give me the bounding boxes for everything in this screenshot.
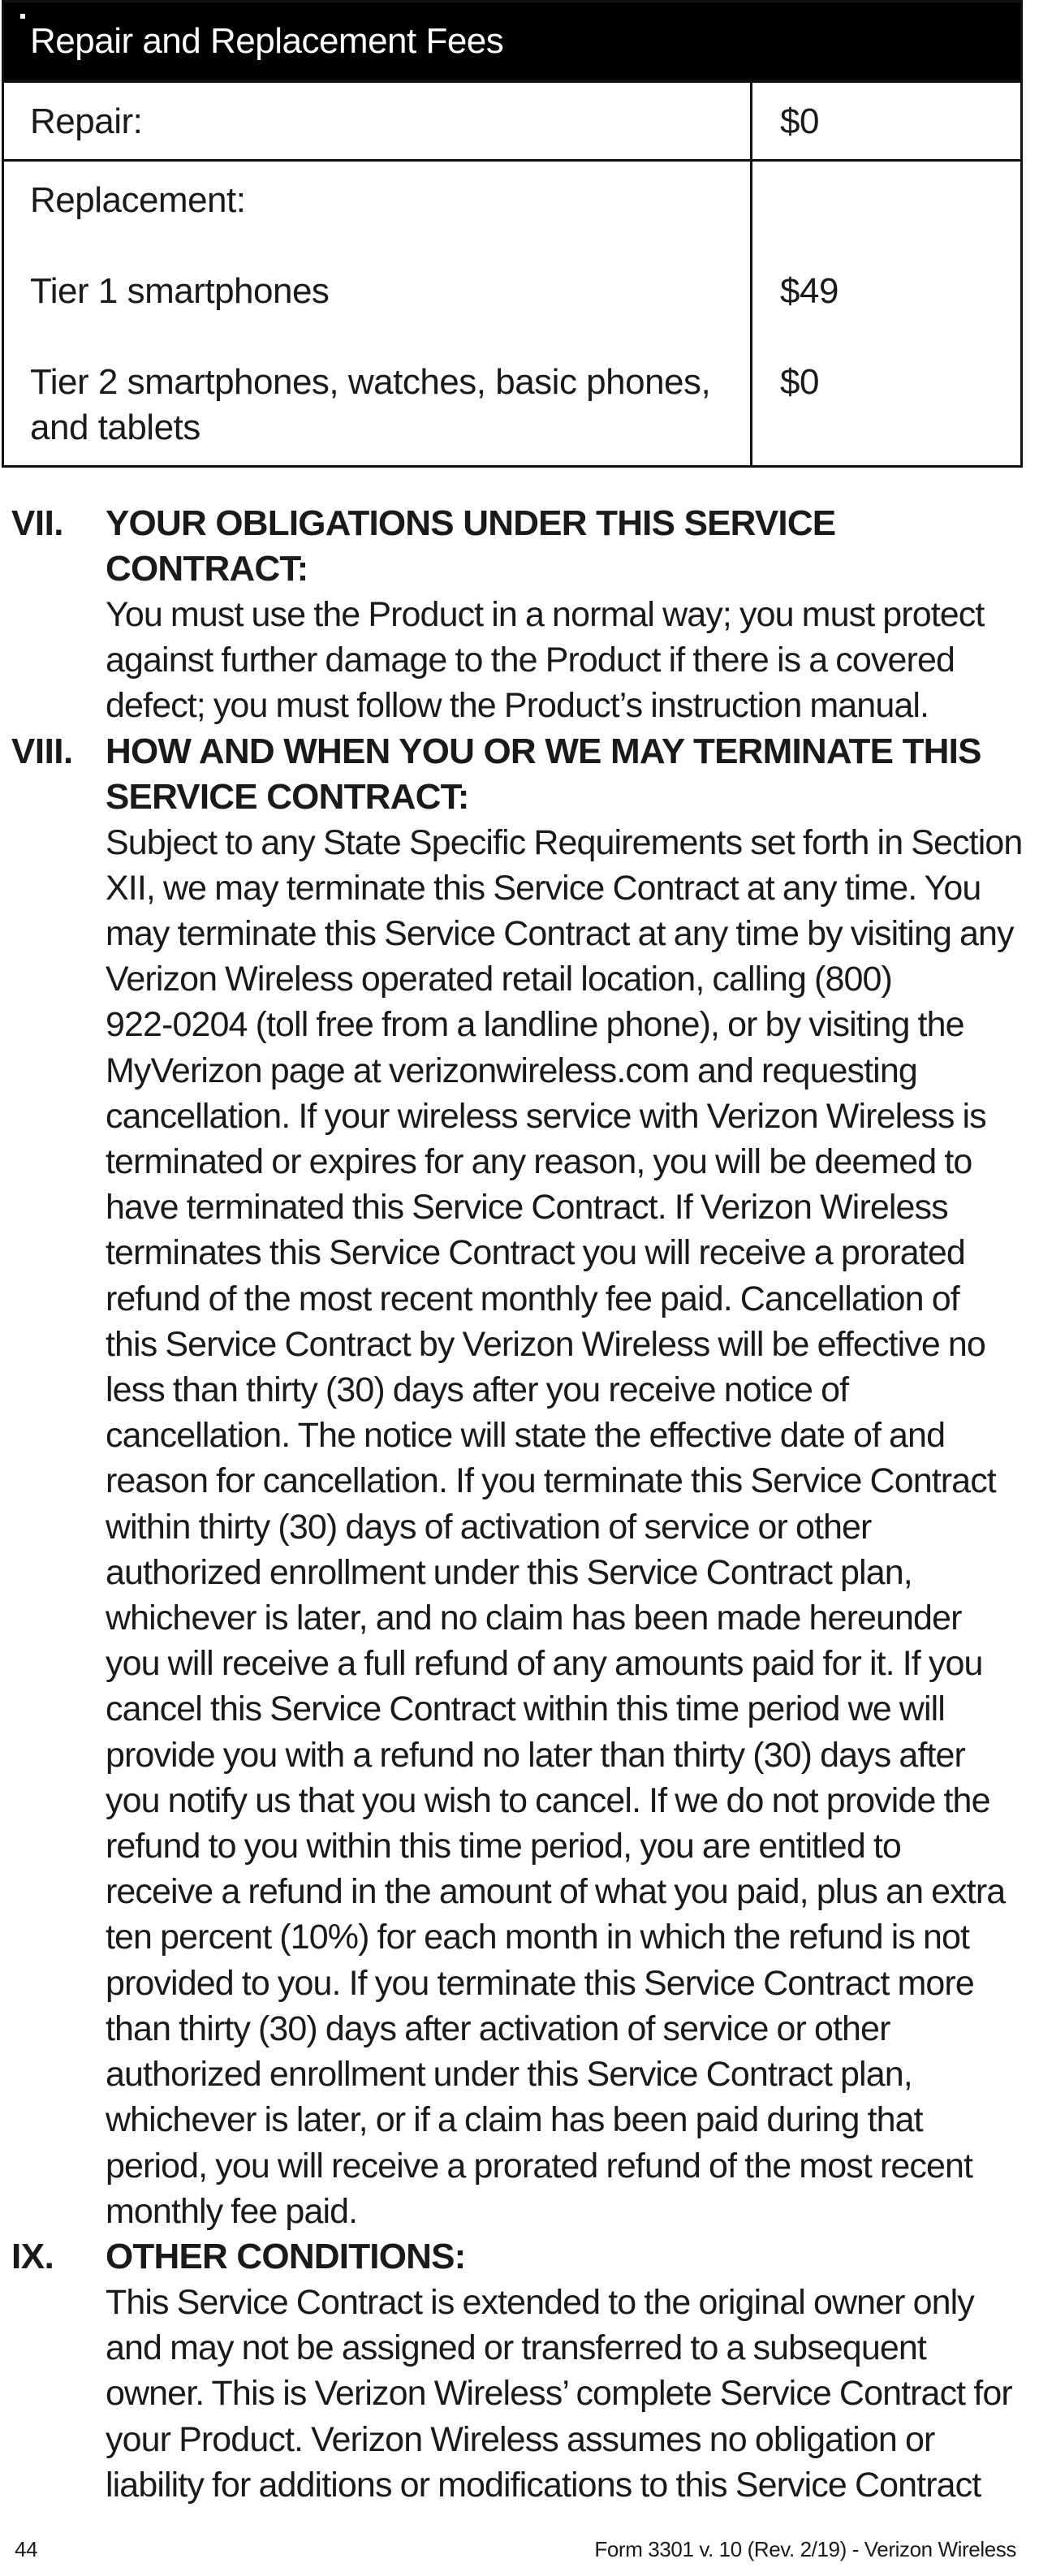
tier2-label-line2: and tablets [30, 408, 200, 447]
section-vii [11, 501, 1036, 729]
text-line: ten percent (10%) for each month in which the refund is not [106, 1918, 970, 1957]
text-line: you notify us that you wish to cancel. If we do not provide the [106, 1780, 990, 1820]
text-line: terminates this Service Contract you will receive a prorated [106, 1233, 965, 1273]
text-line: defect; you must follow the Product’s instruction manual. [106, 686, 929, 726]
text-line: may terminate this Service Contract at any time by visiting any [106, 914, 1014, 954]
form-info: Form 3301 v. 10 (Rev. 2/19) - Verizon Wireless [594, 2537, 1016, 2561]
spacer [780, 314, 996, 360]
header-marker-icon [20, 14, 25, 19]
text-line: against further damage to the Product if there is a covered [106, 641, 955, 680]
text-line: You must use the Product in a normal way; you must protect [106, 595, 985, 634]
section-body [106, 729, 1036, 2234]
text-line: provide you with a refund no later than thirty (30) days after [106, 1735, 965, 1775]
text-line: MyVerizon page at verizonwireless.com and requesting [106, 1051, 917, 1090]
text-line: 922-0204 (toll free from a landline phone), or by visiting the [106, 1005, 964, 1045]
tier2-value: $0 [780, 362, 819, 402]
fee-label-replacement-group [4, 162, 752, 465]
fee-value-repair: $0 [780, 101, 819, 141]
tier1-value: $49 [780, 271, 839, 311]
text-line: Verizon Wireless operated retail location, calling (800) [106, 960, 892, 999]
fee-label-repair: Repair: [4, 83, 752, 159]
text-line: this Service Contract by Verizon Wireless will be effective no [106, 1324, 985, 1364]
tier1-label: Tier 1 smartphones [30, 271, 330, 311]
text-line: have terminated this Service Contract. If Verizon Wireless [106, 1188, 948, 1228]
text-line: provided to you. If you terminate this Service Contract more [106, 1963, 974, 2003]
fee-table-title: Repair and Replacement Fees [30, 21, 504, 61]
text-line: This Service Contract is extended to the original owner only [106, 2282, 974, 2322]
text-line: whichever is later, or if a claim has been paid during that [106, 2100, 923, 2140]
text-line: cancellation. If your wireless service with Verizon Wireless is [106, 1096, 986, 1136]
text-line: Subject to any State Specific Requirements set forth in Section [106, 822, 1023, 862]
replacement-label: Replacement: [30, 180, 246, 220]
text-line: owner. This is Verizon Wireless’ complete Service Contract for [106, 2374, 1012, 2414]
fee-row-repair [4, 80, 1020, 159]
section-number: IX. [11, 2236, 54, 2276]
section-title-line: SERVICE CONTRACT: [106, 776, 469, 817]
repair-replacement-fee-table [2, 0, 1023, 468]
section-text [106, 2280, 1036, 2508]
fee-value-replacement-group [752, 162, 1020, 465]
tier2-label-line1: Tier 2 smartphones, watches, basic phones, [30, 362, 711, 402]
text-line: than thirty (30) days after activation of service or other [106, 2009, 890, 2048]
text-line: authorized enrollment under this Service Contract plan, [106, 1552, 912, 1592]
text-line: cancellation. The notice will state the effective date of and [106, 1416, 946, 1456]
section-text [106, 592, 1036, 729]
spacer [780, 178, 996, 223]
text-line: within thirty (30) days of activation of service or other [106, 1507, 872, 1547]
text-line: authorized enrollment under this Service Contract plan, [106, 2055, 912, 2095]
text-line: you will receive a full refund of any amounts paid for it. If you [106, 1644, 983, 1684]
text-line: refund of the most recent monthly fee paid. Cancellation of [106, 1279, 959, 1318]
text-line: liability for additions or modifications to this Service Contract [106, 2465, 981, 2505]
text-line: cancel this Service Contract within this time period we will [106, 1689, 945, 1729]
text-line: refund to you within this time period, you are entitled to [106, 1827, 901, 1866]
section-number: VII. [11, 503, 64, 543]
spacer [30, 314, 726, 360]
text-line: reason for cancellation. If you terminate this Service Contract [106, 1461, 996, 1501]
text-line: terminated or expires for any reason, you will be deemed to [106, 1142, 972, 1182]
page-number: 44 [15, 2537, 38, 2561]
text-line: less than thirty (30) days after you receive notice of [106, 1370, 849, 1410]
section-title: OTHER CONDITIONS: [106, 2236, 466, 2276]
section-title: YOUR OBLIGATIONS UNDER THIS SERVICE CONTRACT: [106, 503, 836, 589]
text-line: period, you will receive a prorated refund of the most recent [106, 2146, 973, 2186]
text-line: whichever is later, and no claim has been made hereunder [106, 1599, 962, 1638]
section-viii [11, 729, 1036, 2234]
text-line: XII, we may terminate this Service Contract at any time. You [106, 868, 981, 908]
fee-table-header [4, 2, 1020, 80]
section-text [106, 820, 1036, 2234]
text-line: receive a refund in the amount of what you paid, plus an extra [106, 1872, 1006, 1912]
text-line: monthly fee paid. [106, 2191, 358, 2231]
fee-row-replacement [4, 159, 1020, 465]
section-body [106, 501, 1036, 729]
section-ix [11, 2234, 1036, 2508]
section-number: VIII. [11, 731, 73, 771]
spacer [30, 223, 726, 269]
section-body [106, 2234, 1036, 2508]
contract-sections [11, 501, 1036, 2508]
spacer [780, 223, 996, 269]
text-line: and may not be assigned or transferred to a subsequent [106, 2328, 926, 2368]
section-title-line: HOW AND WHEN YOU OR WE MAY TERMINATE THIS [106, 731, 981, 771]
text-line: your Product. Verizon Wireless assumes no obligation or [106, 2419, 935, 2459]
